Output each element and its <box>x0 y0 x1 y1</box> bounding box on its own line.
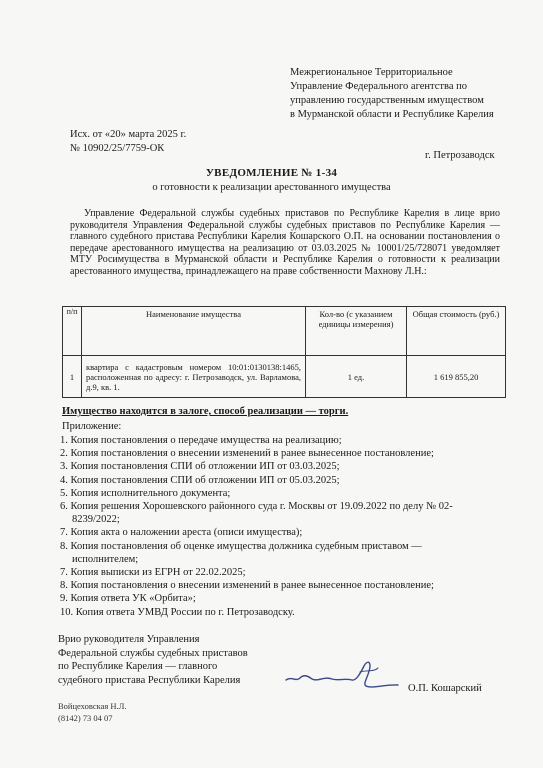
cell-qty: 1 ед. <box>306 356 407 398</box>
executor-phone: (8142) 73 04 07 <box>58 713 113 723</box>
body-paragraph: Управление Федеральной службы судебных приставов по Республике Карелия в лице врио руководителя Управления Федеральной службы судебных приставов по Республике Карелия — главного судебного пристава Республики Карелия Кошарского О.П. на основании постановления о передаче арестованного имущества на реализацию от 03.03.2025 № 10001/25/728071 уведомляет МТУ Росимущества в Мурманской области и Республике Карелия о готовности к реализации арестованного имущества, принадлежащего на праве собственности Махнову Л.Н.: <box>70 208 500 277</box>
outgoing-date: Исх. от «20» марта 2025 г. <box>70 129 187 140</box>
list-item: 3. Копия постановления СПИ об отложении ИП от 03.03.2025; <box>60 461 340 473</box>
appendix-list <box>60 434 500 619</box>
signer-title <box>58 633 248 687</box>
document-title: УВЕДОМЛЕНИЕ № 1-34 <box>205 167 338 179</box>
addressee-block <box>290 66 530 122</box>
handwritten-signature <box>282 654 402 694</box>
cell-name: квартира с кадастровым номером 10:01:0130138:1465, расположенная по адресу: г. Петрозаводск, ул. Варламова, д.9, кв. 1. <box>82 356 306 398</box>
property-table <box>62 306 506 398</box>
signer-name: О.П. Кошарский <box>408 683 482 694</box>
signer-line: Врио руководителя Управления <box>58 634 200 645</box>
table-header-row <box>63 307 506 356</box>
appendix-label: Приложение: <box>62 421 122 432</box>
cell-cost: 1 619 855,20 <box>407 356 506 398</box>
list-item: 10. Копия ответа УМВД России по г. Петрозаводску. <box>60 606 295 618</box>
list-item: исполнителем; <box>72 553 139 565</box>
cell-num: 1 <box>63 356 82 398</box>
addressee-line: в Мурманской области и Республике Карелия <box>290 109 494 120</box>
signer-line: Федеральной службы судебных приставов <box>58 647 248 659</box>
list-item: 5. Копия исполнительного документа; <box>60 487 231 499</box>
list-item: 7. Копия выписки из ЕГРН от 22.02.2025; <box>60 567 246 579</box>
list-item: 6. Копия решения Хорошевского районного суда г. Москвы от 19.09.2022 по делу № 02- <box>60 501 453 513</box>
addressee-line: Управление Федерального агентства по <box>290 81 467 92</box>
outgoing-number: № 10902/25/7759-ОК <box>70 143 165 154</box>
executor-name: Войцеховская Н.Л. <box>58 701 127 711</box>
signer-line: судебного пристава Республики Карелия <box>58 674 241 686</box>
addressee-line: Межрегиональное Территориальное <box>290 67 453 78</box>
list-item: 8239/2022; <box>72 514 120 526</box>
collateral-note: Имущество находится в залоге, способ реализации — торги. <box>62 406 349 417</box>
list-item: 4. Копия постановления СПИ об отложении ИП от 05.03.2025; <box>60 474 340 486</box>
executor-info <box>58 700 127 724</box>
list-item: 9. Копия ответа УК «Орбита»; <box>60 593 196 605</box>
city: г. Петрозаводск <box>425 150 495 161</box>
header-qty: Кол-во (с указанием единицы измерения) <box>306 307 407 356</box>
document-subtitle: о готовности к реализации арестованного имущества <box>152 182 391 193</box>
list-item: 1. Копия постановления о передаче имущества на реализацию; <box>60 435 342 446</box>
list-item: 2. Копия постановления о внесении изменений в ранее вынесенное постановление; <box>60 448 434 460</box>
addressee-line: управлению государственным имуществом <box>290 95 484 106</box>
table-row <box>63 356 506 398</box>
signer-line: по Республике Карелия — главного <box>58 661 218 673</box>
list-item: 8. Копия постановления об оценке имущества должника судебным приставом — <box>60 540 422 552</box>
header-name: Наименование имущества <box>82 307 306 356</box>
header-num: п/п <box>63 307 82 356</box>
header-cost: Общая стоимость (руб.) <box>407 307 506 356</box>
outgoing-ref <box>70 128 186 156</box>
list-item: 7. Копия акта о наложении ареста (описи имущества); <box>60 527 303 539</box>
list-item: 8. Копия постановления о внесении изменений в ранее вынесенное постановление; <box>60 580 434 592</box>
